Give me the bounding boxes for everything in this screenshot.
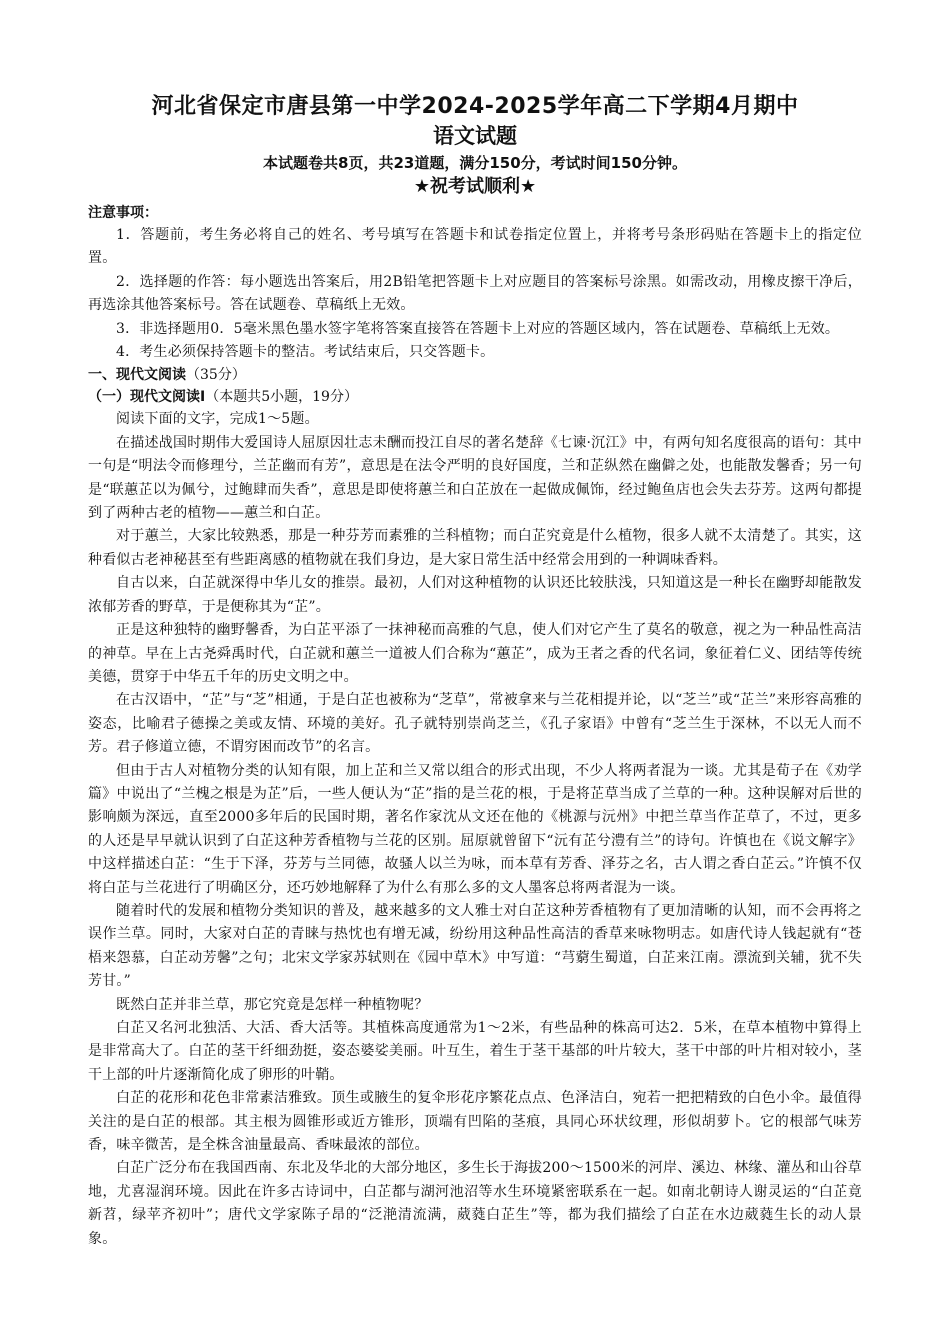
article-paragraph: 但由于古人对植物分类的认知有限，加上芷和兰又常以组合的形式出现，不少人将两者混为一谈。尤其是荀子在《劝学篇》中说出了“兰槐之根是为芷”后，一些人便认为“芷”指的是兰花的根，于是将芷草当成了兰草的一种。这种误解对后世的影响颇为深远，直至2000多年后的民国时期，著名作家沈从文还在他的《桃源与沅州》中把兰草当作芷草了，不过，更多的人还是早早就认识到了白芷这种芳香植物与兰花的区别。屈原就曾留下“沅有芷兮澧有兰”的诗句。许慎也在《说文解字》中这样描述白芷：“生于下泽，芬芳与兰同德，故骚人以兰为咏，而本草有芳香、泽芬之名，古人谓之香白芷云。”许慎不仅将白芷与兰花进行了明确区分，还巧妙地解释了为什么有那么多的文人墨客总将两者混为一谈。 — [88, 762, 862, 896]
notice-item: 2．选择题的作答：每小题选出答案后，用2B铅笔把答题卡上对应题目的答案标号涂黑。如需改动，用橡皮擦干净后，再选涂其他答案标号。答在试题卷、草稿纸上无效。 — [88, 273, 862, 314]
notice-heading: 注意事项： — [88, 205, 158, 221]
section-heading — [88, 364, 862, 386]
notice-item: 4．考生必须保持答题卡的整洁。考试结束后，只交答题卡。 — [116, 344, 495, 361]
article-paragraph: 白芷的花形和花色非常素洁雅致。顶生或腋生的复伞形花序繁花点点、色泽洁白，宛若一把把精致的白色小伞。最值得关注的是白芷的根部。其主根为圆锥形或近方锥形，顶端有凹陷的茎痕，具同心环状纹理，形似胡萝卜。它的根部气味芳香，味辛微苦，是全株含油量最高、香味最浓的部位。 — [88, 1090, 862, 1154]
article-paragraph: 白芷又名河北独活、大活、香大活等。其植株高度通常为1～2米，有些品种的株高可达2．5米，在草本植物中算得上是非常高大了。白芷的茎干纤细劲挺，姿态婆娑美丽。叶互生，着生于茎干基部的叶片较大，茎干中部的叶片相对较小，茎干上部的叶片逐渐简化成了卵形的叶鞘。 — [88, 1020, 862, 1083]
exam-info: 本试题卷共8页，共23道题，满分150分，考试时间150分钟。 — [263, 154, 687, 172]
good-luck-banner: ★祝考试顺利★ — [413, 176, 537, 197]
notice-item: 1．答题前，考生务必将自己的姓名、考号填写在答题卡和试卷指定位置上，并将考号条形码贴在答题卡上的指定位置。 — [88, 227, 862, 267]
article-paragraph: 随着时代的发展和植物分类知识的普及，越来越多的文人雅士对白芷这种芳香植物有了更加清晰的认知，而不会再将之误作兰草。同时，大家对白芷的青睐与热忱也有增无减，纷纷用这种品性高洁的香草来咏物明志。如唐代诗人钱起就有“苍梧来怨慕，白芷动芳馨”之句；北宋文学家苏轼则在《园中草木》中写道：“芎藭生蜀道，白芷来江南。漂流到关辅，犹不失芳甘。” — [88, 902, 862, 990]
section-score: （35分） — [186, 367, 246, 384]
article-paragraph: 在描述战国时期伟大爱国诗人屈原因壮志未酬而投江自尽的著名楚辞《七谏·沉江》中，有两句知名度很高的语句：其中一句是“明法令而修理兮，兰芷幽而有芳”，意思是在法令严明的良好国度，兰和芷纵然在幽僻之处，也能散发馨香；另一句是“联蕙芷以为佩兮，过鲍肆而失香”，意思是即使将蕙兰和白芷放在一起做成佩饰，经过鲍鱼店也会失去芬芳。这两句都提到了两种古老的植物——蕙兰和白芷。 — [88, 434, 862, 522]
article-paragraph: 正是这种独特的幽野馨香，为白芷平添了一抹神秘而高雅的气息，使人们对它产生了莫名的敬意，视之为一种品性高洁的神草。早在上古尧舜禹时代，白芷就和蕙兰一道被人们合称为“蕙芷”，成为王者之香的代名词，象征着仁义、团结等传统美德，贯穿于中华五千年的历史文明之中。 — [88, 622, 862, 685]
section-label: 一、现代文阅读 — [88, 367, 186, 384]
article-paragraph: 自古以来，白芷就深得中华儿女的推崇。最初，人们对这种植物的认识还比较肤浅，只知道这是一种长在幽野却能散发浓郁芳香的野草，于是便称其为“芷”。 — [88, 575, 862, 615]
notice-item: 3．非选择题用0．5毫米黑色墨水签字笔将答案直接答在答题卡上对应的答题区域内，答在试题卷、草稿纸上无效。 — [116, 320, 840, 337]
subsection-note: （本题共5小题，19分） — [205, 389, 358, 406]
exam-title: 河北省保定市唐县第一中学2024-2025学年高二下学期4月期中 — [151, 94, 799, 119]
exam-subtitle: 语文试题 — [433, 124, 517, 148]
article-paragraph: 白芷广泛分布在我国西南、东北及华北的大部分地区，多生长于海拔200～1500米的河岸、溪边、林缘、灌丛和山谷草地，尤喜湿润环境。因此在许多古诗词中，白芷都与湖河池沼等水生环境紧密联系在一起。如南北朝诗人谢灵运的“白芷竟新苕，绿苹齐初叶”；唐代文学家陈子昂的“泛滟清流满，葳蕤白芷生”等，都为我们描绘了白芷在水边葳蕤生长的动人景象。 — [88, 1160, 862, 1247]
reading-instruction: 阅读下面的文字，完成1～5题。 — [116, 411, 319, 428]
subsection-heading — [88, 386, 862, 408]
exam-page — [88, 92, 862, 1251]
article-paragraph: 在古汉语中，“芷”与“芝”相通，于是白芷也被称为“芝草”，常被拿来与兰花相提并论，以“芝兰”或“芷兰”来形容高雅的姿态，比喻君子德操之美或友情、环境的美好。孔子就特别崇尚芝兰，《孔子家语》中曾有“芝兰生于深林，不以无人而不芳。君子修道立德，不谓穷困而改节”的名言。 — [88, 692, 862, 756]
subsection-label: （一）现代文阅读Ⅰ — [88, 389, 206, 406]
article-paragraph: 既然白芷并非兰草，那它究竟是怎样一种植物呢？ — [116, 996, 429, 1013]
article-paragraph: 对于蕙兰，大家比较熟悉，那是一种芬芳而素雅的兰科植物；而白芷究竟是什么植物，很多人就不太清楚了。其实，这种看似古老神秘甚至有些距离感的植物就在我们身边，是大家日常生活中经常会用到的一种调味香料。 — [88, 528, 862, 568]
